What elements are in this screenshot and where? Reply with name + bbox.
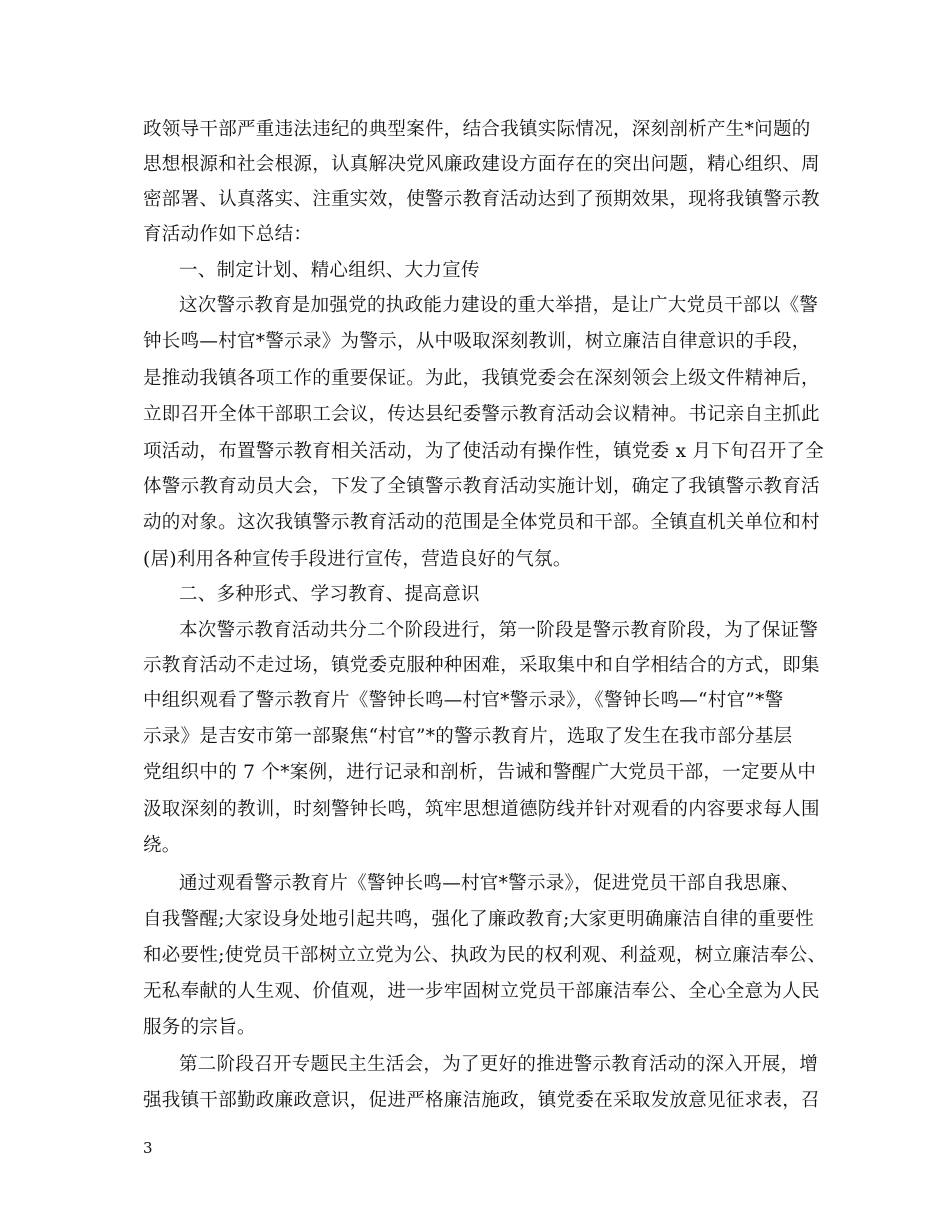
text-line: 这次警示教育是加强党的执政能力建设的重大举措，是让广大党员干部以《警 [179,295,819,316]
text-line: 强我镇干部勤政廉政意识，促进严格廉洁施政，镇党委在采取发放意见征求表，召 [143,1090,820,1111]
text-line: 思想根源和社会根源，认真解决党风廉政建设方面存在的突出问题，精心组织、周 [143,154,820,175]
text-line: 无私奉献的人生观、价值观，进一步牢固树立党员干部廉洁奉公、全心全意为人民 [143,981,820,1002]
text-line: 服务的宗旨。 [143,1017,256,1038]
text-line: 汲取深刻的教训，时刻警钟长鸣，筑牢思想道德防线并针对观看的内容要求每人围 [143,799,820,820]
text-line: 示录》是吉安市第一部聚焦“村官”*的警示教育片，选取了发生在我市部分基层 [143,726,793,747]
text-line: 绕。 [143,835,181,856]
text-line: (居)利用各种宣传手段进行宣传，营造良好的气氛。 [143,549,572,570]
text-line: 动的对象。这次我镇警示教育活动的范围是全体党员和干部。全镇直机关单位和村 [143,512,820,533]
text-line: 密部署、认真落实、注重实效，使警示教育活动达到了预期效果，现将我镇警示教 [143,189,820,210]
text-line: 体警示教育动员大会，下发了全镇警示教育活动实施计划，确定了我镇警示教育活 [143,476,820,497]
section-heading: 一、制定计划、精心组织、大力宣传 [179,260,480,281]
text-line: 和必要性;使党员干部树立立党为公、执政为民的权利观、利益观，树立廉洁奉公、 [143,945,827,966]
text-line: 自我警醒;大家设身处地引起共鸣，强化了廉政教育;大家更明确廉洁自律的重要性 [143,909,815,930]
text-line: 钟长鸣—村官*警示录》为警示，从中吸取深刻教训，树立廉洁自律意识的手段， [143,331,811,352]
text-line: 党组织中的 7 个*案例，进行记录和剖析，告诫和警醒广大党员干部，一定要从中 [143,762,817,783]
text-line: 是推动我镇各项工作的重要保证。为此，我镇党委会在深刻领会上级文件精神后， [143,368,820,389]
text-line: 立即召开全体干部职工会议，传达县纪委警示教育活动会议精神。书记亲自主抓此 [143,404,820,425]
text-line: 育活动作如下总结： [143,224,313,245]
text-line: 示教育活动不走过场，镇党委克服种种困难，采取集中和自学相结合的方式，即集 [143,655,820,676]
text-line: 政领导干部严重违法违纪的典型案件，结合我镇实际情况，深刻剖析产生*问题的 [143,119,811,140]
text-line: 项活动，布置警示教育相关活动，为了使活动有操作性，镇党委 x 月下旬召开了全 [143,441,825,462]
text-line: 本次警示教育活动共分二个阶段进行，第一阶段是警示教育阶段，为了保证警 [179,620,819,641]
text-line: 通过观看警示教育片《警钟长鸣—村官*警示录》，促进党员干部自我思廉、 [179,873,800,894]
page-number: 3 [143,1139,153,1157]
section-heading: 二、多种形式、学习教育、提高意识 [179,584,480,605]
text-line: 中组织观看了警示教育片《警钟长鸣—村官*警示录》，《警钟长鸣—“村官”*警 [143,690,784,711]
text-line: 第二阶段召开专题民主生活会，为了更好的推进警示教育活动的深入开展，增 [179,1054,819,1075]
